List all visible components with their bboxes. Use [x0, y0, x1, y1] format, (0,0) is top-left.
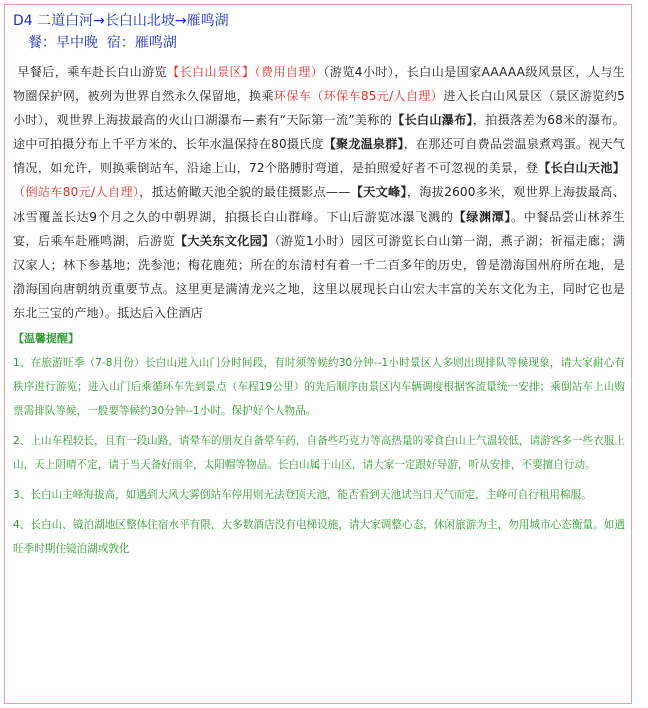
tip-item: 2、上山车程较长，且有一段山路，请晕车的朋友自备晕车药，自备些巧克力等高热量的零食白山上气温较低，请游客多一些衣服上山，天上阴晴不定，请于当天备好雨伞，太阳帽等物品。长白山属于山区，请大家一定跟好导游，听从安排，不要擅自行动。 — [13, 435, 625, 472]
spot-tianwen-peak: 【天文峰】 — [350, 185, 407, 200]
tip-item: 1、在旅游旺季（7-8月份）长白山进入山门分时间段，有时须等候约30分钟--1小时景区人多则出现排队等候现象，请大家耐心有秩序进行游览；进入山门后乘循环车先到景点（车程19公里）的先后顺序由景区内车辆调度根据客流量统一安排；乘倒站车上山购票需排队等候，一般要等候约30分钟--1小时。保护好个人物品。 — [13, 357, 625, 418]
spot-hot-springs: 【聚龙温泉群】 — [323, 137, 404, 152]
stay-text: 宿：雁鸣湖 — [106, 35, 177, 51]
desc-text: （游览1小时）园区可游览长白山第一湖，燕子湖；祈福走廊；满汉家人；林下参基地；洗参池；梅花鹿苑；所在的东清村有着一千二百多年的历史，曾是渤海国州府所在地，是渤海国向唐朝纳贡重要节点。这里更是满清龙兴之地，这里以展现长白山宏大丰富的关东文化为主，同时它也是东北三宝的产地）。抵达后入住酒店 — [13, 233, 625, 320]
day-title: D4 二道白河→长白山北坡→雁鸣湖 — [13, 13, 229, 29]
spot-heaven-lake: 【长白山天池】 — [538, 161, 625, 176]
itinerary-description — [13, 60, 625, 325]
desc-text: ，抵达俯瞰天池全貌的最佳摄影点—— — [139, 185, 351, 200]
spot-waterfall: 【长白山瀑布】 — [392, 113, 473, 128]
desc-text: ，海拔2600多米，观世界上海拔最高、冰雪覆盖长达9个月之久的中朝界湖，拍摄长白山群峰。下山后游览冰瀑飞溅的 — [13, 185, 625, 224]
meal-stay-line — [28, 34, 625, 52]
tips-title: 【温馨提醒】 — [13, 332, 79, 346]
spot-culture-park: 【大关东文化园】 — [174, 233, 275, 248]
desc-text: 早餐后，乘车赴长白山游览 — [17, 65, 168, 79]
highlight-bus-fee: 环保车（环保车85元/人自理） — [273, 89, 444, 104]
spot-green-pool: 【绿渊潭】 — [453, 209, 512, 224]
tip-item: 3、长白山主峰海拔高，如遇到大风大雾倒站车停用则无法登顶天池，能否看到天池试当日天气而定，主峰可自行租用棉服。 — [13, 489, 592, 502]
tip-item: 4、长白山、镜泊湖地区整体住宿水平有限，大多数酒店没有电梯设施，请大家调整心态，休闲旅游为主，勿用城市心态衡量。如遇旺季时期住镜泊湖或敦化 — [13, 519, 625, 556]
desc-text: （游览4小时），长白山是国家AAAAA级风景区，人与生物圈保护网，被列为世界自然永久保留地，换乘 — [13, 65, 625, 104]
highlight-scenic-fee: 【长白山景区】（费用自理） — [167, 65, 324, 79]
desc-text: ，在那还可自费品尝温泉煮鸡蛋。视天气情况，如允许，则换乘倒站车，沿途上山，72个胳膊肘弯道，是拍照爱好者不可忽视的美景，登 — [13, 137, 625, 176]
desc-text: 进入长白山风景区（景区游览约5小时），观世界上海拔最高的火山口湖瀑布—素有“天际第一流”美称的 — [13, 89, 625, 128]
meals-text: 餐：早中晚 — [28, 35, 98, 51]
desc-text: ，拍摄落差为68米的瀑布。途中可拍摄分布上千平方米的、长年水温保持在80摄氏度 — [13, 113, 625, 152]
itinerary-day-card — [13, 10, 625, 561]
highlight-shuttle-fee: （倒站车80元/人自理） — [13, 185, 140, 200]
desc-text: 。中餐品尝山林养生宴，后乘车赴雁鸣湖，后游览 — [13, 209, 625, 248]
